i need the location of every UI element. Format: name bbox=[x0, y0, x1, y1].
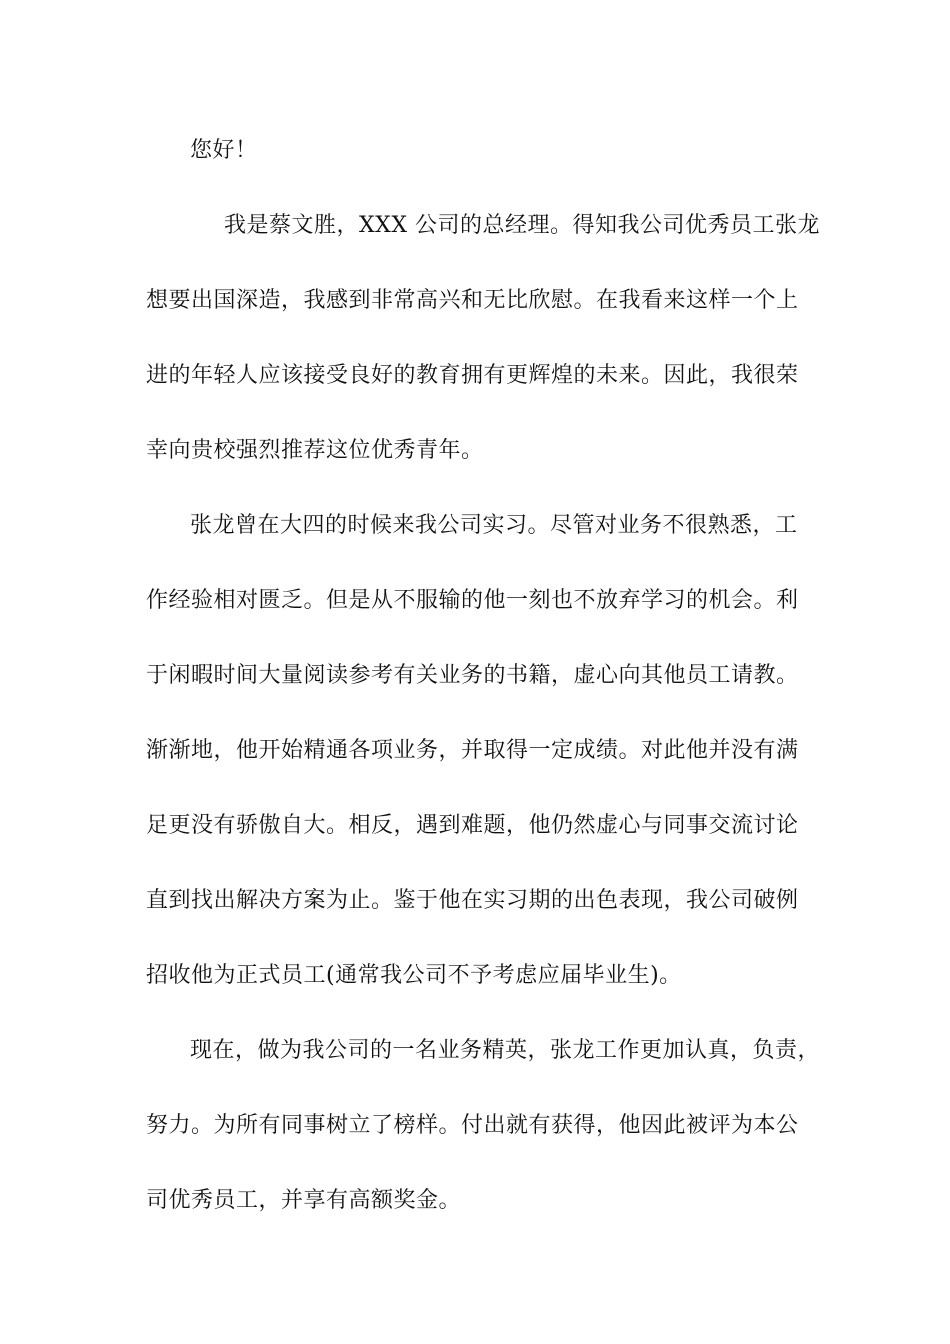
body-line-2: 想要出国深造，我感到非常高兴和无比欣慰。在我看来这样一个上 bbox=[146, 288, 799, 313]
body-line-3: 进的年轻人应该接受良好的教育拥有更辉煌的未来。因此，我很荣 bbox=[146, 363, 799, 388]
body-line-8: 渐渐地，他开始精通各项业务，并取得一定成绩。对此他并没有满 bbox=[146, 738, 799, 763]
body-line-14: 司优秀员工，并享有高额奖金。 bbox=[146, 1188, 462, 1213]
body-line-1: 我是蔡文胜，XXX 公司的总经理。得知我公司优秀员工张龙 bbox=[224, 213, 820, 238]
body-line-5: 张龙曾在大四的时候来我公司实习。尽管对业务不很熟悉，工 bbox=[190, 513, 798, 538]
body-line-4: 幸向贵校强烈推荐这位优秀青年。 bbox=[146, 438, 484, 463]
body-line-6: 作经验相对匮乏。但是从不服输的他一刻也不放弃学习的机会。利 bbox=[146, 588, 799, 613]
body-line-13: 努力。为所有同事树立了榜样。付出就有获得，他因此被评为本公 bbox=[146, 1113, 799, 1138]
greeting-line: 您好！ bbox=[190, 138, 258, 163]
body-line-7: 于闲暇时间大量阅读参考有关业务的书籍，虚心向其他员工请教。 bbox=[146, 663, 799, 688]
body-line-12: 现在，做为我公司的一名业务精英，张龙工作更加认真，负责， bbox=[190, 1038, 821, 1063]
body-line-10: 直到找出解决方案为止。鉴于他在实习期的出色表现，我公司破例 bbox=[146, 888, 799, 913]
body-line-9: 足更没有骄傲自大。相反，遇到难题，他仍然虚心与同事交流讨论 bbox=[146, 813, 799, 838]
body-line-11: 招收他为正式员工(通常我公司不予考虑应届毕业生)。 bbox=[146, 963, 682, 988]
